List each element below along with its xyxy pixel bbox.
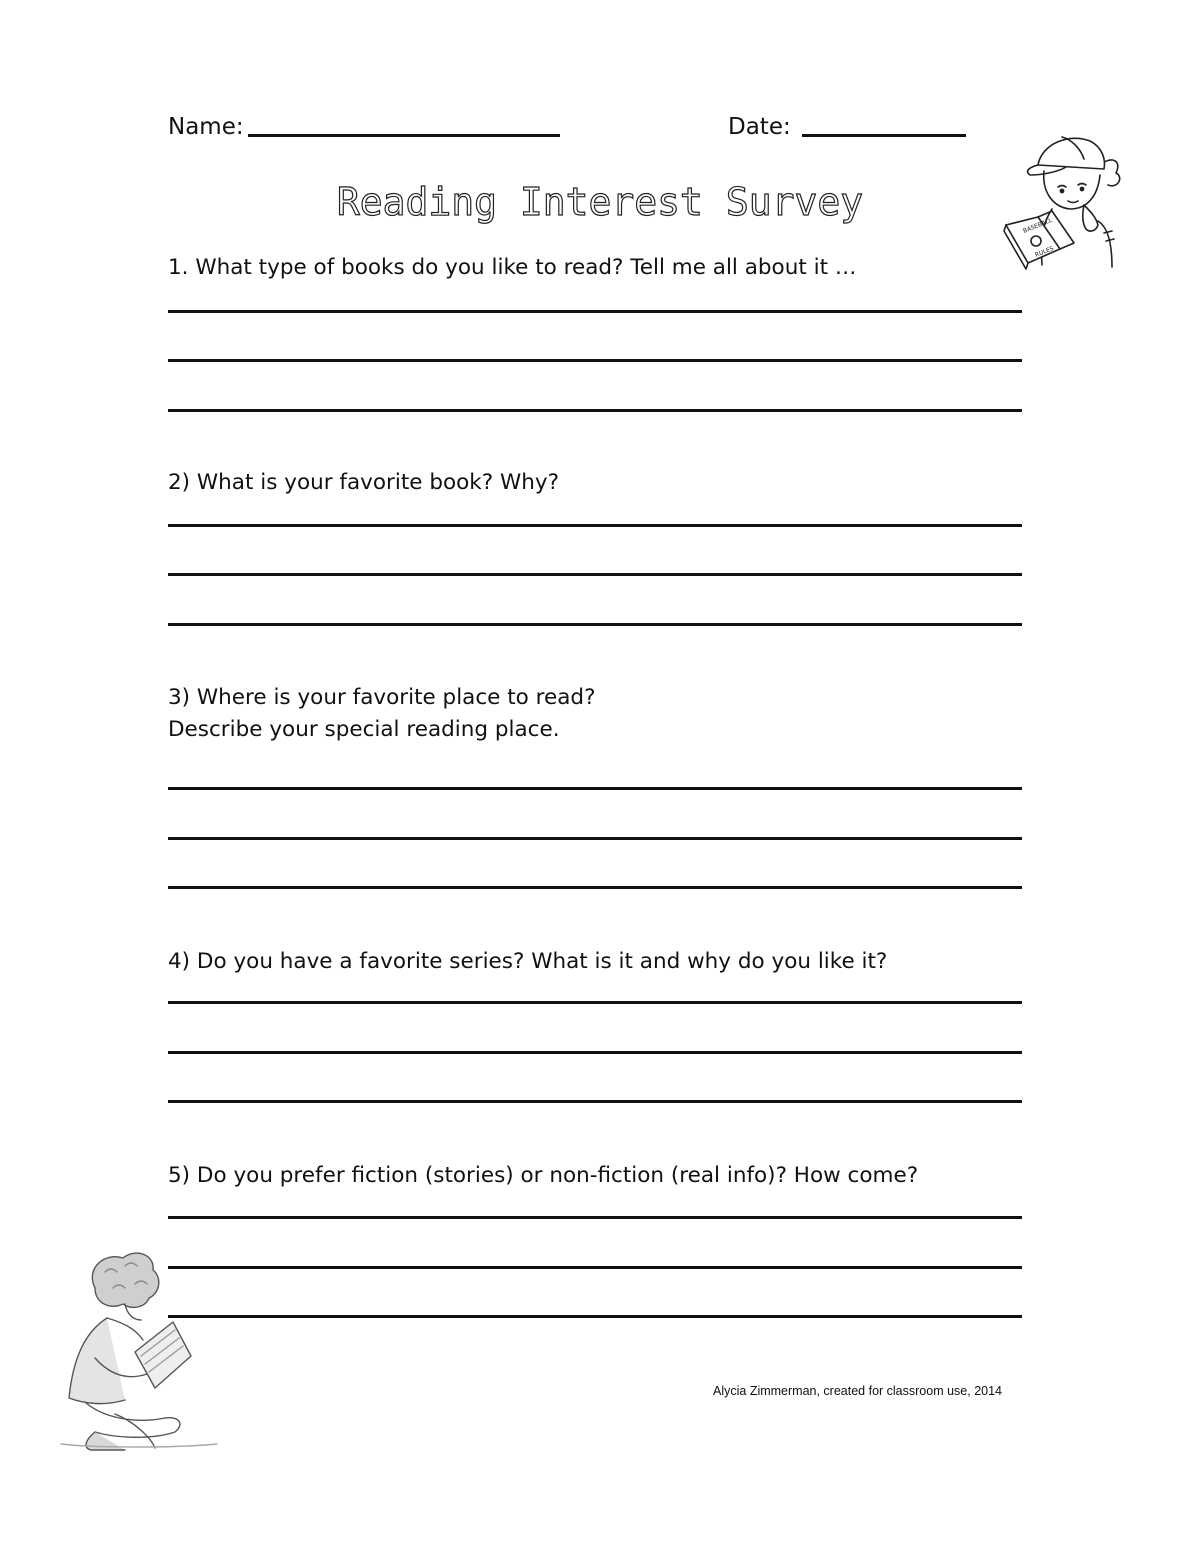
book-cover-line-1: BASEBALL <box>1022 216 1054 235</box>
name-field[interactable] <box>248 134 560 137</box>
answer-line[interactable] <box>168 524 1022 527</box>
name-label: Name: <box>168 114 244 140</box>
question-3: 3) Where is your favorite place to read? <box>168 685 596 710</box>
answer-line[interactable] <box>168 409 1022 412</box>
footer-credit: Alycia Zimmerman, created for classroom use, 2014 <box>713 1384 1002 1398</box>
answer-line[interactable] <box>168 1315 1022 1318</box>
page-title: Reading Interest Survey <box>336 180 864 224</box>
question-5: 5) Do you prefer fiction (stories) or non-fiction (real info)? How come? <box>168 1163 919 1188</box>
answer-line[interactable] <box>168 886 1022 889</box>
question-1: 1. What type of books do you like to read? Tell me all about it … <box>168 255 857 280</box>
answer-line[interactable] <box>168 1001 1022 1004</box>
question-3-line-2: Describe your special reading place. <box>168 717 560 742</box>
answer-line[interactable] <box>168 837 1022 840</box>
answer-line[interactable] <box>168 787 1022 790</box>
answer-line[interactable] <box>168 310 1022 313</box>
answer-line[interactable] <box>168 573 1022 576</box>
date-field[interactable] <box>802 134 966 137</box>
answer-line[interactable] <box>168 1100 1022 1103</box>
book-cover-line-2: RULES <box>1034 245 1055 259</box>
question-2: 2) What is your favorite book? Why? <box>168 470 560 495</box>
answer-line[interactable] <box>168 623 1022 626</box>
question-4: 4) Do you have a favorite series? What is it and why do you like it? <box>168 949 888 974</box>
girl-reading-illustration <box>1000 125 1130 275</box>
answer-line[interactable] <box>168 1051 1022 1054</box>
answer-line[interactable] <box>168 1216 1022 1219</box>
answer-line[interactable] <box>168 359 1022 362</box>
answer-line[interactable] <box>168 1266 1022 1269</box>
boy-reading-illustration <box>55 1248 220 1453</box>
date-label: Date: <box>728 114 791 140</box>
